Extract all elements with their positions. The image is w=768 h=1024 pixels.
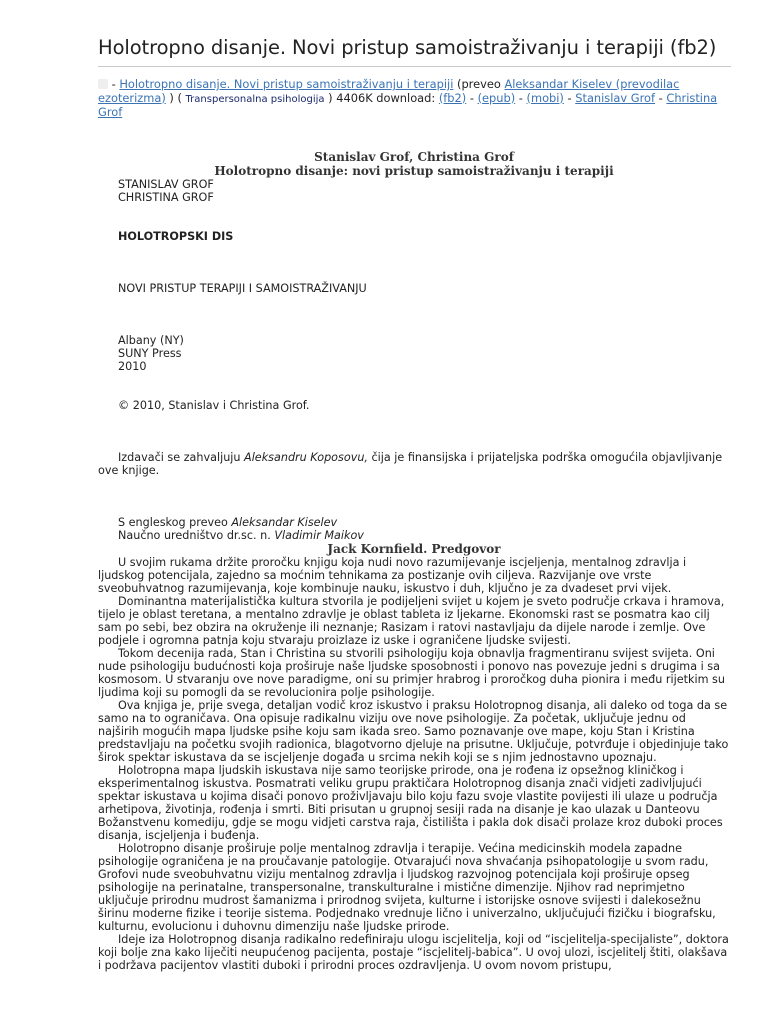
author-link-christina[interactable]: Christina Grof (98, 90, 718, 119)
paragraph: Dominantna materijalistička kultura stvorila je podijeljeni svijet u kojem je sveto područje crkava i hramova, tijelo je oblast teretana, a mentalno zdravlje je oblast tableta iz ljekarne. Ekonomski rast se posmatra kao cilj sam po sebi, bez obzira na okruženje ili neznanje; Rasizam i ratovi nastavljaju da dijele narode i zemlje. Ove podjele i ogromna patnja koju stvaraju proizlaze iz uske i ograničene ljudske svijesti. (98, 594, 725, 647)
paragraph: Tokom decenija rada, Stan i Christina su stvorili psihologiju koja obnavlja fragmentiranu svijest svijeta. Oni nude psihologiju budućnosti koja proširuje naše ljudske sposobnosti i ponovo nas povezuje jedni s drugima i sa kosmosom. U stvaranju ove nove paradigme, oni su primjer hrabrog i proročkog duha pionira i među rijetkim su ljudima koji su pomogli da se revolucionira polje psihologije. (98, 646, 725, 699)
title-divider (98, 66, 731, 67)
acknowledgement: Izdavači se zahvaljuju Aleksandru Koposovu, čija je finansijska i prijateljska podrška omogućila objavljivanje ove knjige. (98, 450, 723, 477)
paragraph: Holotropno disanje proširuje polje mentalnog zdravlja i terapije. Većina medicinskih modela zapadne psihologije ograničena je na proučavanje patologije. Otvarajući nova shvaćanja psihopatologije u svom radu, Grofovi nude sveobuhvatnu viziju mentalnog zdravlja i ljudskog razvojnog potencijala koji proširuje opseg psihologije na perinatalne, transpersonalne, transkulturalne i mistične dimenzije. Njihov rad neprimjetno uključuje prirodnu mudrost šamanizma i prirodnog svijeta, kulturne i istorijske osnove svijesti i dalekosežnu širinu moderne fizike i teorije sistema. Podjednako vrednuje lično i univerzalno, uključujući fizičku i biografsku, kulturnu, evolucionu i duhovnu dimenziju naše ljudske prirode. (98, 841, 716, 933)
copyright: © 2010, Stanislav i Christina Grof. (118, 398, 310, 412)
paragraph: Ideje iza Holotropnog disanja radikalno redefiniraju ulogu iscjelitelja, koji od “iscjelitelja-specijaliste”, doktora koji bolje zna kako liječiti neupućenog pacijenta, postaje “iscjelitelj-babica”. U ovoj ulozi, iscjelitelj štiti, olakšava i podržava pacijentov vlastiti duboki i prirodni proces ozdravljenja. U ovom novom pristupu, (98, 932, 729, 972)
download-fb2-link[interactable]: (fb2) (438, 90, 467, 105)
page (98, 0, 730, 972)
translator-link[interactable]: Aleksandar Kiselev (prevodilac ezoterizma) (98, 77, 680, 105)
publisher: SUNY Press (118, 346, 182, 360)
download-mobi-link[interactable]: (mobi) (526, 90, 564, 105)
editor-credit: Naučno uredništvo dr.sc. n. Vladimir Maikov (118, 528, 364, 542)
paragraph: U svojim rukama držite proročku knjigu koja nudi novo razumijevanje iscjeljenja, mentalnog zdravlja i ljudskog potencijala, zajedno sa moćnim tehnikama za postizanje ovih ciljeva. Razvijanje ove vrste sveobuhvatnog razumijevanja, koje kombinuje nauku, iskustvo i duh, ključno je za dvadeset prvi vijek. (98, 555, 687, 595)
page-title: Holotropno disanje. Novi pristup samoistraživanju i terapiji (fb2) (98, 36, 717, 59)
genre-label[interactable]: Transpersonalna psihologija (185, 93, 325, 105)
publication-year: 2010 (118, 359, 147, 373)
translator-credit: S engleskog preveo Aleksandar Kiselev (118, 515, 338, 529)
author-line: STANISLAV GROF (118, 177, 214, 191)
download-epub-link[interactable]: (epub) (477, 90, 516, 105)
subtitle: NOVI PRISTUP TERAPIJI I SAMOISTRAŽIVANJU (118, 281, 367, 295)
book-title-heading: Holotropno disanje: novi pristup samoistraživanju i terapiji (214, 163, 614, 178)
book-content (98, 150, 730, 972)
cover-thumbnail-icon[interactable] (98, 79, 108, 89)
foreword-heading: Jack Kornfield. Predgovor (327, 541, 501, 556)
paragraph: Holotropna mapa ljudskih iskustava nije samo teorijske prirode, ona je rođena iz opsežnog kliničkog i eksperimentalnog iskustva. Posmatrati veliku grupu praktičara Holotropnog disanja znači vidjeti zadivljujući spektar iskustava u kojima disači ponovo proživljavaju bilo koju fazu svoje vlastite povijesti ili ulaze u područja arhetipova, životinja, rođenja i smrti. Biti prisutan u grupnoj sesiji rada na disanje je kao ulazak u Danteovu Božanstvenu komediju, gdje se mogu vidjeti carstva raja, čistilišta i pakla dok disači prolaze kroz duboki proces disanja, iscjeljenja i buđenja. (98, 763, 723, 842)
author-link-stanislav[interactable]: Stanislav Grof (575, 90, 655, 105)
publication-place: Albany (NY) (118, 333, 184, 347)
author-line: CHRISTINA GROF (118, 190, 214, 204)
bold-title: HOLOTROPSKI DIS (118, 229, 234, 243)
book-link[interactable]: Holotropno disanje. Novi pristup samoistraživanju i terapiji (119, 77, 454, 91)
authors-heading: Stanislav Grof, Christina Grof (314, 149, 514, 164)
book-meta: - Holotropno disanje. Novi pristup samoistraživanju i terapiji (preveo Aleksandar Kiselev (prevodilac ezoterizma) ) ( Transpersonalna psihologija ) 4406K download: (fb2) - (epub) - (mobi) - Stanislav Grof - Christina Grof (98, 77, 718, 119)
paragraph: Ova knjiga je, prije svega, detaljan vodič kroz iskustvo i praksu Holotropnog disanja, ali daleko od toga da se samo na to ograničava. Ona opisuje radikalnu viziju ove nove psihologije. Za početak, uključuje jednu od najširih mogućih mapa ljudske psihe koju sam ikada sreo. Samo poznavanje ove mape, koju Stan i Kristina predstavljaju na početku svojih radionica, blagotvorno djeluje na prisutne. Uključuje, potvrđuje i objedinjuje tako širok spektar iskustava da se iscjeljenje događa u srcima nekih koji se s njim jednostavno upoznaju. (98, 698, 729, 764)
